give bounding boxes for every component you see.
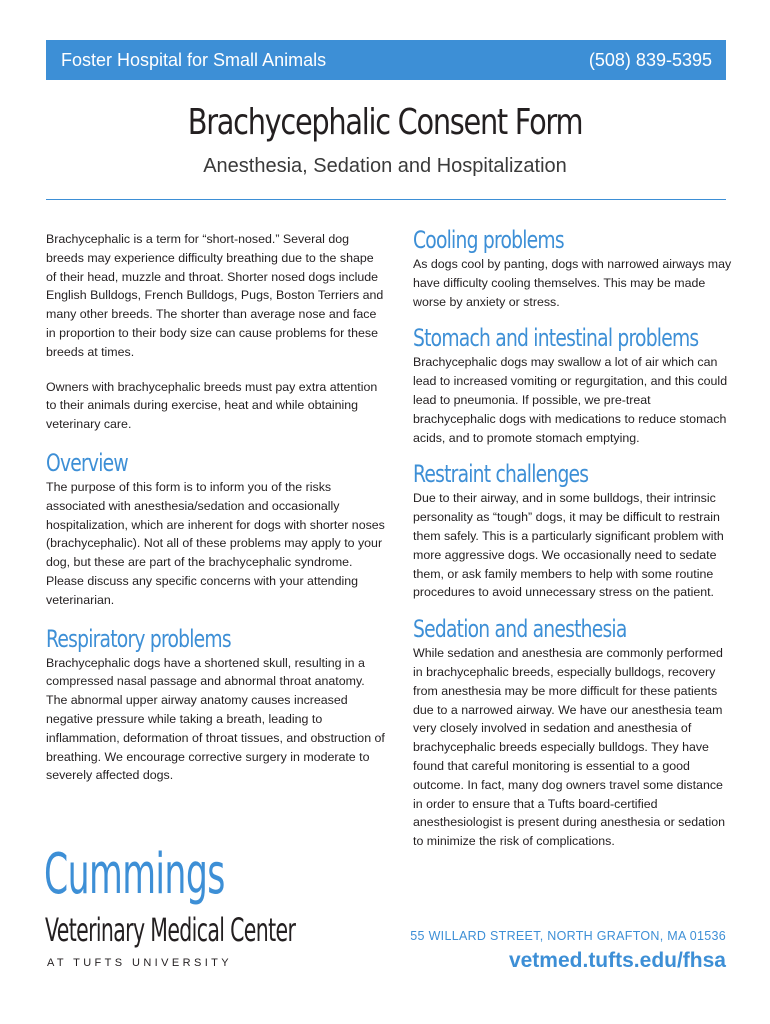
overview-heading: Overview	[46, 448, 128, 477]
cummings-logo: Cummings	[44, 842, 225, 907]
organization-name: Foster Hospital for Small Animals	[61, 49, 327, 70]
cooling-heading: Cooling problems	[413, 226, 564, 254]
divider	[46, 199, 726, 200]
page-title: Brachycephalic Consent Form	[187, 102, 583, 143]
cooling-text: As dogs cool by panting, dogs with narrowed airways may have difficulty cooling themselves. This may be made worse by anxiety or stress.	[413, 257, 732, 309]
logo-university: AT TUFTS UNIVERSITY	[47, 957, 233, 969]
intro-paragraph-1: Brachycephalic is a term for “short-nosed.” Several dog breeds may experience difficulty breathing due to the shape of their head, muzzle and throat. Shorter nosed dogs include English Bulldogs, French Bulldogs, Pugs, Boston Terriers and many other breeds. The shorter than average nose and face in proportion to their body size can cause problems for these breeds at times.	[46, 232, 384, 359]
street-address: 55 WILLARD STREET, NORTH GRAFTON, MA 01536	[410, 929, 726, 943]
intro-paragraph-2: Owners with brachycephalic breeds must pay extra attention to their animals during exercise, heat and while obtaining veterinary care.	[46, 379, 378, 432]
stomach-heading: Stomach and intestinal problems	[413, 324, 699, 353]
page-subtitle: Anesthesia, Sedation and Hospitalization	[203, 155, 567, 177]
stomach-text: Brachycephalic dogs may swallow a lot of air which can lead to increased vomiting or regurgitation, and this could lead to pneumonia. If possible, we pre-treat brachycephalic dogs with medications to reduce stomach acids, and to promote stomach emptying.	[413, 355, 728, 445]
phone-number: (508) 839-5395	[588, 49, 712, 70]
logo-subtitle: Veterinary Medical Center	[45, 911, 296, 949]
respiratory-heading: Respiratory problems	[46, 624, 231, 653]
sedation-heading: Sedation and anesthesia	[413, 615, 627, 644]
header-bar	[46, 40, 726, 80]
right-column	[413, 225, 733, 851]
respiratory-text: Brachycephalic dogs have a shortened skull, resulting in a compressed nasal passage and abnormal throat anatomy. The abnormal upper airway anatomy causes increased negative pressure while taking a breath, leading to inflammation, deformation of throat tissues, and obstruction of breathing. We encourage corrective surgery in moderate to severely affected dogs.	[46, 655, 385, 783]
overview-text: The purpose of this form is to inform you of the risks associated with anesthesia/sedation and occasionally hospitalization, which are inherent for dogs with shorter noses (brachycephalic). Not all of these problems may apply to your dog, but these are part of the brachycephalic syndrome. Please discuss any specific concerns with your attending veterinarian.	[46, 479, 385, 607]
restraint-heading: Restraint challenges	[413, 460, 589, 489]
sedation-text: While sedation and anesthesia are commonly performed in brachycephalic breeds, especially bulldogs, recovery from anesthesia may be more difficult for these patients due to a narrowed airway. We have our anesthesia team very closely involved in sedation and anesthesia of brachycephalic breeds especially bulldogs. They have found that careful monitoring is essential to a good outcome. In fact, many dog owners travel some distance in order to ensure that a Tufts board-certified anesthesiologist is present during anesthesia or sedation to minimize the risk of complications.	[413, 646, 726, 849]
website-link[interactable]: vetmed.tufts.edu/fhsa	[508, 949, 726, 972]
restraint-text: Due to their airway, and in some bulldogs, their intrinsic personality as “tough” dogs, it may be difficult to restrain them safely. This is a particularly significant problem with more aggressive dogs. We occasionally need to sedate them, or ask family members to help with some routine procedures to avoid unnecessary stress on the patient.	[413, 491, 724, 600]
left-column	[46, 230, 386, 785]
